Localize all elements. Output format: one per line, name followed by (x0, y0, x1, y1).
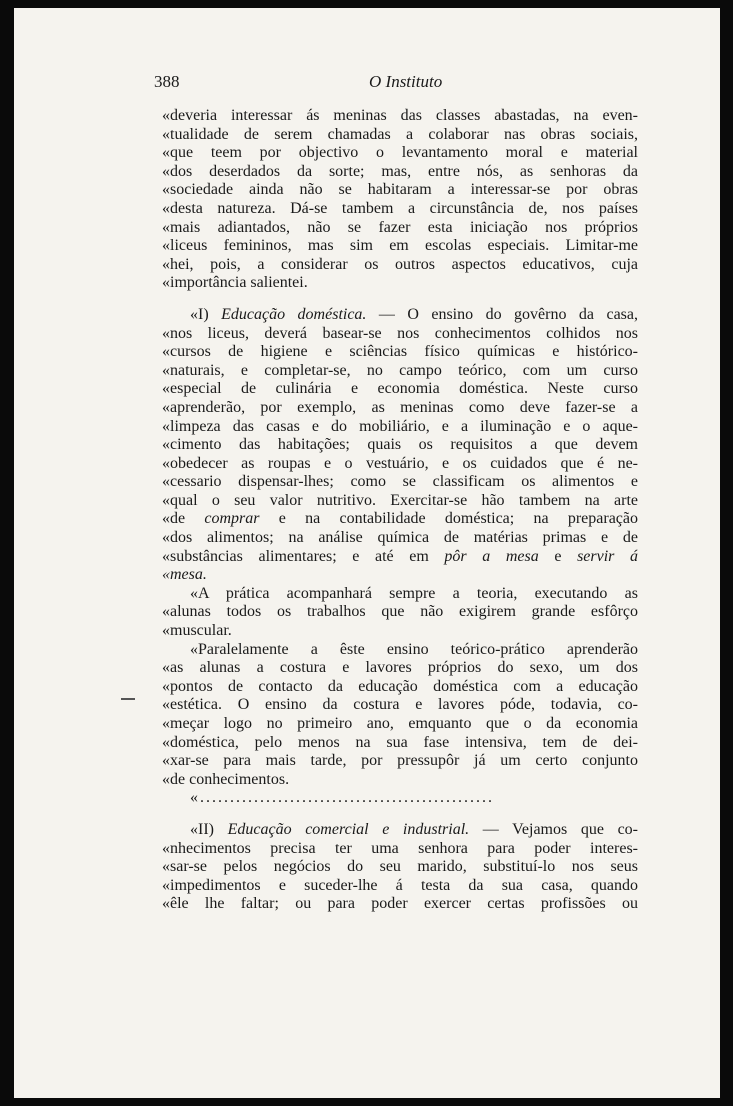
text-line: «nhecimentos precisa ter uma senhora para poder interes- (162, 839, 638, 857)
text-line: «mesa. (162, 566, 207, 584)
running-title: O Instituto (369, 72, 443, 91)
text-fragment: e na contabilidade doméstica; na preparação (259, 510, 639, 528)
text-line: «alunas todos os trabalhos que não exigirem grande esfôrço (162, 603, 638, 621)
margin-mark (121, 698, 135, 700)
text-line: «mais adiantados, não se fazer esta iniciação nos próprios (162, 218, 638, 236)
text-line: «A prática acompanhará sempre a teoria, executando as (190, 584, 638, 602)
text-fragment: «substâncias alimentares; e até em (162, 547, 445, 565)
text-line (162, 821, 638, 840)
italic-term: comprar (204, 510, 260, 528)
text-line: «muscular. (162, 622, 232, 640)
section-heading: Educação doméstica. (221, 305, 367, 323)
section-heading: Educação comercial e industrial. (227, 820, 470, 838)
paragraph-1 (162, 107, 638, 293)
text-line: «meçar logo no primeiro ano, emquanto que o da economia (162, 715, 638, 732)
text-line: «obedecer as roupas e o vestuário, e os cuidados que é ne- (162, 454, 638, 472)
italic-term: servir á (577, 547, 638, 565)
text-line: «dos alimentos; na análise química de matérias primas e de (162, 529, 638, 547)
text-line: «as alunas a costura e lavores próprios do sexo, um dos (162, 659, 638, 677)
text-line: «tualidade de serem chamadas a colaborar nas obras sociais, (162, 125, 638, 143)
text-fragment: — O ensino do govêrno da casa, (366, 305, 639, 323)
text-fragment: e (538, 547, 578, 565)
text-line: «sociedade ainda não se habitaram a interessar-se por obras (162, 181, 638, 199)
page-number: 388 (154, 72, 180, 91)
section-number: «II) (190, 820, 228, 838)
body-text (162, 107, 638, 914)
text-line: «pontos de contacto da educação doméstica com a educação (162, 677, 638, 695)
document-page (14, 8, 720, 1098)
text-line: «liceus femininos, mas sim em escolas especiais. Limitar-me (162, 237, 638, 255)
text-line: «doméstica, pelo menos na sua fase intensiva, tem de dei- (162, 733, 638, 751)
text-line: «estética. O ensino da costura e lavores póde, todavia, co- (162, 696, 638, 714)
text-line (162, 306, 638, 325)
text-line: «cursos de higiene e sciências físico químicas e histórico- (162, 343, 638, 361)
text-line: «impedimentos e suceder-lhe á testa da sua casa, quando (162, 876, 638, 894)
text-line: «deveria interessar ás meninas das classes abastadas, na even- (162, 107, 638, 124)
text-line: «naturais, e completar-se, no campo teórico, com um curso (162, 361, 638, 379)
paragraph-educacao-domestica (162, 306, 638, 585)
text-line: «cessario dispensar-lhes; como se classificam os alimentos e (162, 473, 638, 491)
text-line: «especial de culinária e economia doméstica. Neste curso (162, 380, 638, 398)
text-line: «desta natureza. Dá-se tambem a circunstância de, nos países (162, 199, 638, 217)
text-fragment: «de (162, 510, 205, 528)
text-line: «nos liceus, deverá basear-se nos conhecimentos colhidos nos (162, 324, 638, 342)
paragraph-educacao-comercial (162, 821, 638, 914)
text-line: «cimento das habitações; quais os requisitos a que devem (162, 436, 638, 454)
paragraph-paralelamente (162, 641, 638, 790)
text-line: «êle lhe faltar; ou para poder exercer certas profissões ou (162, 895, 638, 913)
italic-term: pôr a mesa (444, 547, 539, 565)
ellipsis-line: «................................................. (190, 789, 494, 807)
text-line: «limpeza das casas e do mobiliário, e a iluminação e o aque- (162, 417, 638, 435)
text-line: «dos deserdados da sorte; mas, entre nós, as senhoras da (162, 162, 638, 180)
text-line (162, 510, 638, 529)
page-header (154, 72, 654, 96)
text-line: «importância salientei. (162, 274, 308, 292)
text-line: «xar-se para mais tarde, por pressupôr já um certo conjunto (162, 752, 638, 770)
text-line: «de conhecimentos. (162, 770, 290, 788)
paragraph-pratica (162, 585, 638, 641)
text-line: «sar-se pelos negócios do seu marido, substituí-lo nos seus (162, 858, 638, 876)
text-fragment: — Vejamos que co- (469, 820, 638, 838)
text-line (162, 548, 638, 567)
text-line: «aprenderão, por exemplo, as meninas como deve fazer-se a (162, 398, 638, 416)
text-line: «hei, pois, a considerar os outros aspectos educativos, cuja (162, 255, 638, 273)
text-line: «qual o seu valor nutritivo. Exercitar-se hão tambem na arte (162, 491, 638, 509)
text-line: «que teem por objectivo o levantamento moral e material (162, 144, 638, 162)
section-number: «I) (190, 305, 222, 323)
text-line: «Paralelamente a êste ensino teórico-prático aprenderão (190, 640, 638, 658)
